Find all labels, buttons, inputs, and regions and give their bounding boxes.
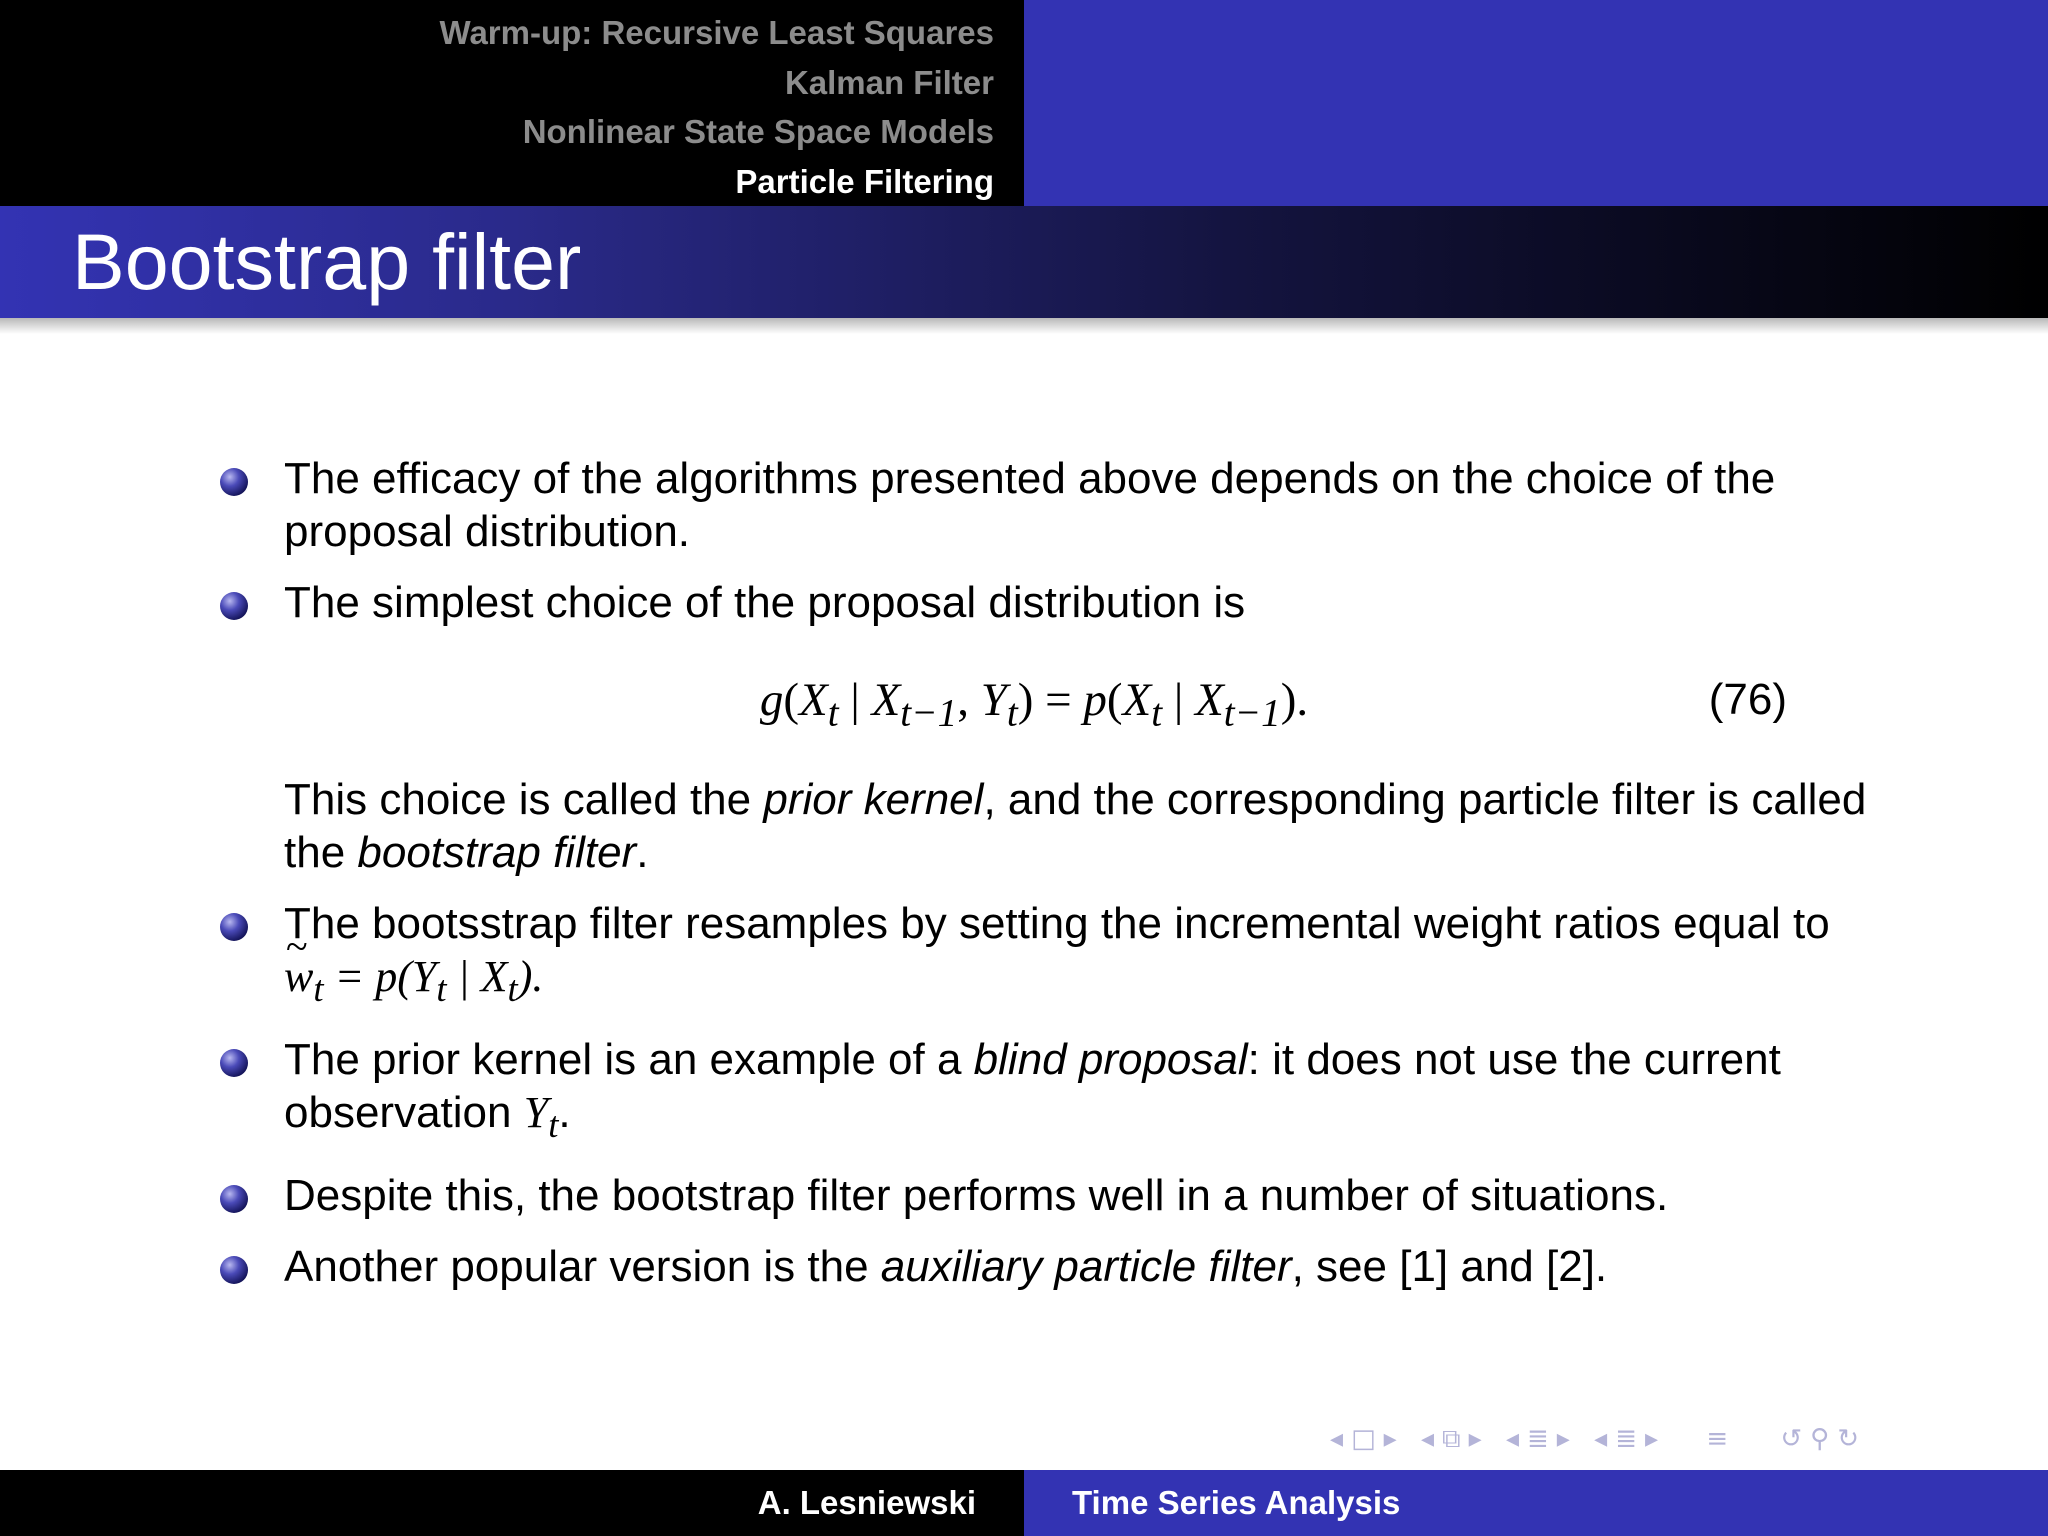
slide-body: [220, 452, 1900, 1311]
bullet-text: Despite this, the bootstrap filter performs well in a number of situations.: [284, 1170, 1669, 1220]
bullet-item: [220, 452, 1900, 558]
subsection-prev-icon[interactable]: ◂: [1594, 1424, 1616, 1454]
bullet-icon: [220, 1185, 248, 1213]
frame-icon[interactable]: □: [1351, 1424, 1384, 1454]
bullet-icon: [220, 1256, 248, 1284]
equation: $g(X_t$ | $X_{t-1}$, $Y_t) = p(X_t$ | $X_{t-1}$).: [759, 674, 1309, 735]
section-link-recursive-least-squares[interactable]: Warm-up: Recursive Least Squares: [439, 14, 994, 51]
bullet-text: The bootsstrap filter resamples by setting the incremental weight ratios equal to: [284, 899, 1830, 948]
section-navigation: [440, 8, 994, 206]
slide-title: Bootstrap filter: [72, 217, 582, 306]
subsection-prev-icon[interactable]: ◂: [1420, 1424, 1443, 1454]
beamer-navigation: [1330, 1424, 1867, 1455]
inline-math: $Y_t$: [523, 1087, 559, 1145]
bullet-text: The simplest choice of the proposal distribution is: [284, 578, 1246, 627]
bullet-item: The prior kernel is an example of a blind proposal: it does not use the current observation $Y_t$.: [220, 1033, 1900, 1151]
inline-math: ~ $w_t = p(Y_t$ | $X_t$).: [284, 952, 543, 1001]
footer-talk-title: Time Series Analysis: [1072, 1484, 1401, 1521]
subsection-icon[interactable]: ≣: [1615, 1424, 1645, 1454]
section-link-kalman-filter[interactable]: Kalman Filter: [784, 63, 994, 101]
section-prev-icon[interactable]: ◂: [1505, 1424, 1527, 1454]
bullet-icon: [220, 468, 248, 496]
subsection-next-icon[interactable]: ▸: [1644, 1424, 1667, 1454]
section-icon[interactable]: ≣: [1527, 1424, 1557, 1454]
bullet-continuation: This choice is called the prior kernel, and the corresponding particle filter is called the bootstrap filter.: [284, 775, 1867, 877]
equation-row: [284, 667, 1900, 733]
bullet-item: [220, 1169, 1900, 1222]
section-link-nonlinear-models[interactable]: Nonlinear State Space Models: [522, 113, 994, 150]
bullet-icon: [220, 913, 248, 941]
equation-number: (76): [1708, 675, 1787, 724]
appendix-icon[interactable]: ≡: [1706, 1424, 1737, 1454]
header-left-panel: [0, 0, 1024, 206]
bullet-item: [220, 897, 1900, 1015]
footer-bar: [0, 1470, 2048, 1536]
search-icon[interactable]: ⚲: [1810, 1424, 1838, 1454]
bootstrap-filter-term: bootstrap filter: [357, 828, 637, 877]
section-next-icon[interactable]: ▸: [1556, 1424, 1578, 1454]
bullet-item: [220, 576, 1900, 879]
undo-icon[interactable]: ↺: [1780, 1424, 1811, 1454]
bullet-text: The efficacy of the algorithms presented above depends on the choice of the proposal distribution.: [284, 454, 1776, 556]
redo-icon[interactable]: ↻: [1837, 1424, 1868, 1454]
footer-title-panel: [1024, 1470, 2048, 1536]
section-link-particle-filtering[interactable]: Particle Filtering: [735, 162, 994, 200]
header-right-panel: [1024, 0, 2048, 206]
title-shadow: [0, 318, 2048, 334]
subsection-icon[interactable]: ⧉: [1442, 1424, 1469, 1454]
subsection-next-icon[interactable]: ▸: [1468, 1424, 1490, 1454]
frame-next-icon[interactable]: ▸: [1383, 1424, 1405, 1454]
auxiliary-filter-term: auxiliary particle filter: [880, 1241, 1292, 1291]
bullet-item: Another popular version is the auxiliary particle filter, see [1] and [2].: [220, 1240, 1900, 1293]
blind-proposal-term: blind proposal: [973, 1034, 1248, 1084]
footer-author-panel: [0, 1470, 1024, 1536]
footer-author: A. Lesniewski: [757, 1484, 976, 1521]
bullet-icon: [220, 592, 248, 620]
prior-kernel-term: prior kernel: [763, 775, 984, 824]
bullet-icon: [220, 1049, 248, 1077]
header-bar: [0, 0, 2048, 206]
frame-prev-icon[interactable]: ◂: [1330, 1424, 1352, 1454]
title-bar: [0, 206, 2048, 318]
